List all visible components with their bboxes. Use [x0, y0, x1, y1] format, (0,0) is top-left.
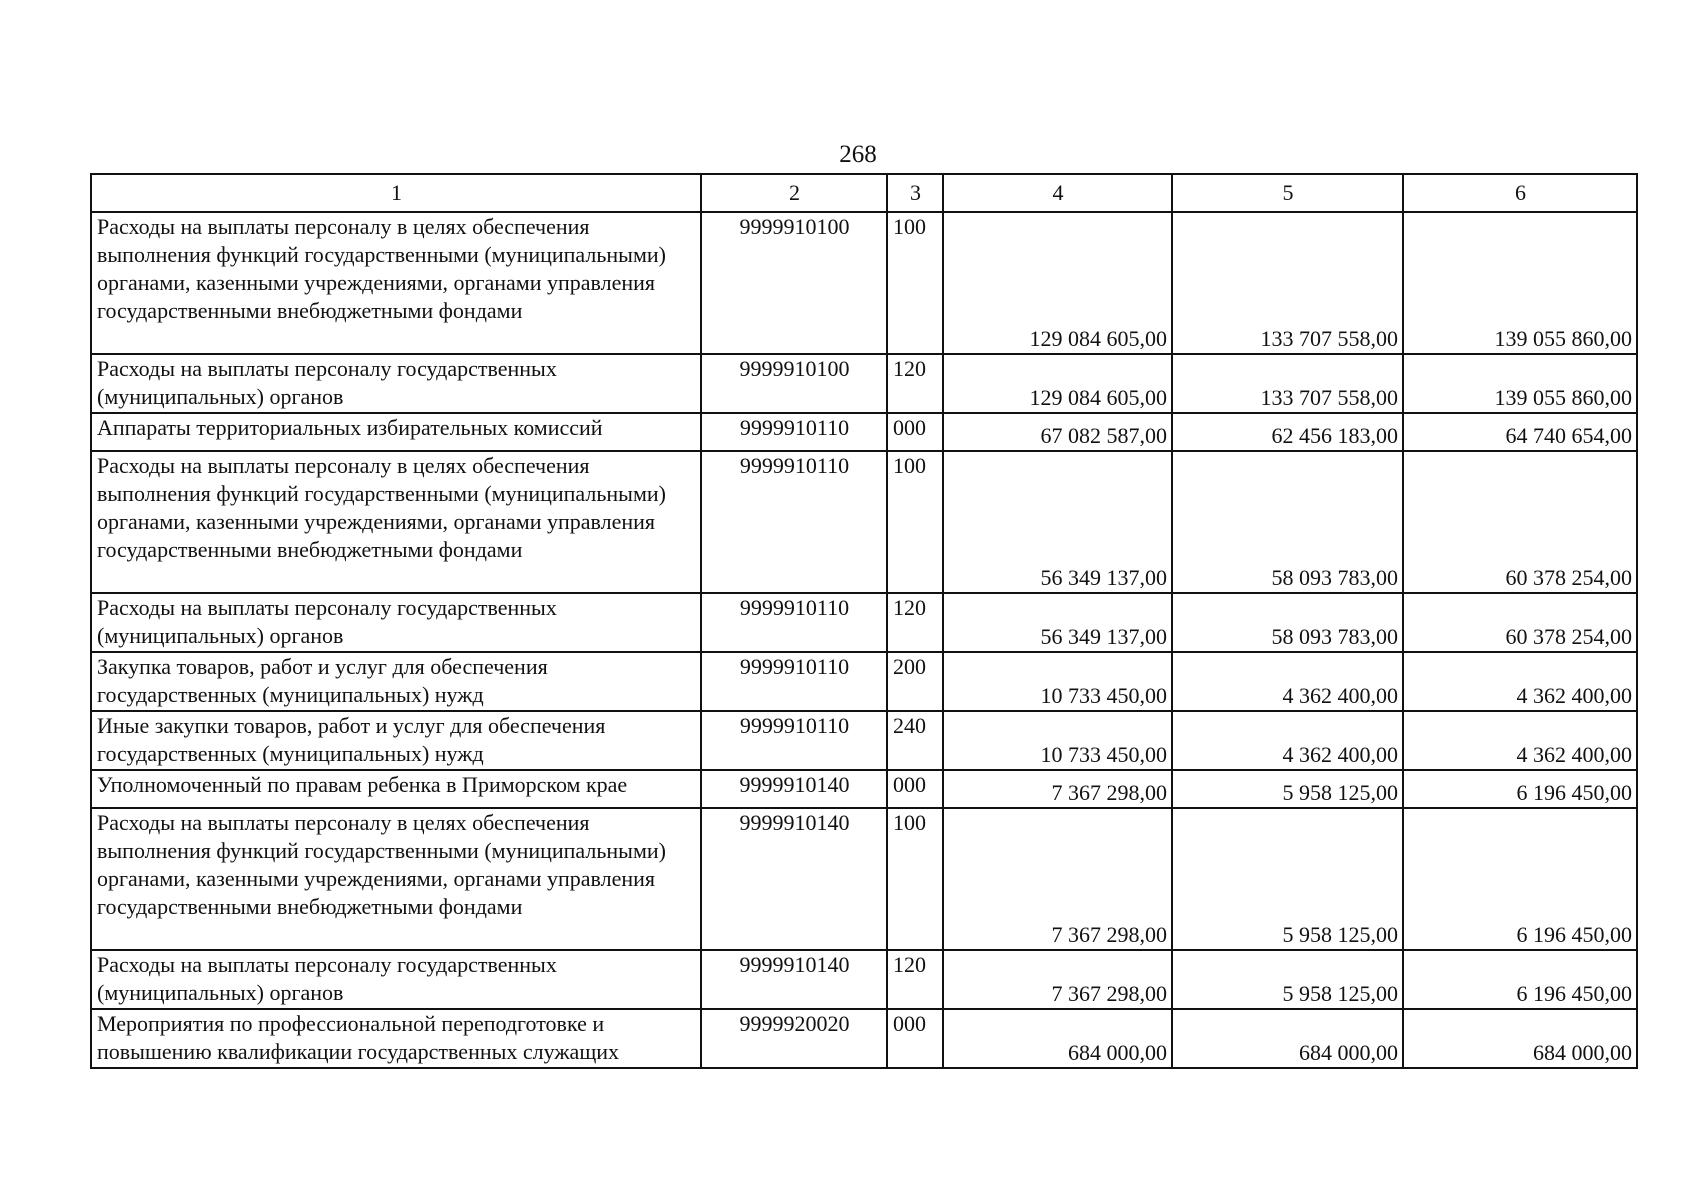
- expense-name: Закупка товаров, работ и услуг для обеспечения государственных (муниципальных) нужд: [91, 652, 701, 711]
- column-header-2: 2: [701, 174, 887, 212]
- expense-name: Расходы на выплаты персоналу государственных (муниципальных) органов: [91, 593, 701, 652]
- amount-col-5: 684 000,00: [1172, 1009, 1403, 1068]
- target-article-code: 9999910140: [701, 950, 887, 1009]
- target-article-code: 9999910110: [701, 593, 887, 652]
- column-header-6: 6: [1403, 174, 1637, 212]
- table-row: [91, 770, 1637, 808]
- amount-col-6: 60 378 254,00: [1403, 451, 1637, 593]
- amount-col-6: 139 055 860,00: [1403, 212, 1637, 354]
- target-article-code: 9999910110: [701, 413, 887, 451]
- column-header-5: 5: [1172, 174, 1403, 212]
- amount-col-5: 4 362 400,00: [1172, 652, 1403, 711]
- amount-col-6: 6 196 450,00: [1403, 808, 1637, 950]
- expense-type-code: 100: [887, 808, 943, 950]
- amount-col-4: 684 000,00: [943, 1009, 1172, 1068]
- expense-type-code: 000: [887, 413, 943, 451]
- expense-name: Расходы на выплаты персоналу в целях обеспечения выполнения функций государственными (муниципальными) органами, казенными учреждениями, органами управления государственными внебюджетными фондами: [91, 808, 701, 950]
- table-row: [91, 212, 1637, 354]
- target-article-code: 9999910100: [701, 354, 887, 413]
- budget-table: [90, 173, 1638, 1069]
- amount-col-4: 10 733 450,00: [943, 652, 1172, 711]
- column-header-3: 3: [887, 174, 943, 212]
- amount-col-4: 56 349 137,00: [943, 451, 1172, 593]
- amount-col-4: 7 367 298,00: [943, 770, 1172, 808]
- expense-type-code: 100: [887, 451, 943, 593]
- column-header-1: 1: [91, 174, 701, 212]
- amount-col-6: 6 196 450,00: [1403, 950, 1637, 1009]
- amount-col-5: 133 707 558,00: [1172, 212, 1403, 354]
- amount-col-5: 62 456 183,00: [1172, 413, 1403, 451]
- expense-name: Иные закупки товаров, работ и услуг для обеспечения государственных (муниципальных) нужд: [91, 711, 701, 770]
- amount-col-4: 7 367 298,00: [943, 950, 1172, 1009]
- table-row: [91, 950, 1637, 1009]
- table-row: [91, 652, 1637, 711]
- expense-name: Уполномоченный по правам ребенка в Приморском крае: [91, 770, 701, 808]
- expense-type-code: 240: [887, 711, 943, 770]
- amount-col-5: 5 958 125,00: [1172, 808, 1403, 950]
- expense-type-code: 120: [887, 354, 943, 413]
- page-number: 268: [839, 141, 877, 168]
- expense-type-code: 120: [887, 950, 943, 1009]
- table-row: [91, 711, 1637, 770]
- target-article-code: 9999910140: [701, 808, 887, 950]
- amount-col-4: 56 349 137,00: [943, 593, 1172, 652]
- expense-type-code: 100: [887, 212, 943, 354]
- table-row: [91, 413, 1637, 451]
- table-row: [91, 593, 1637, 652]
- amount-col-4: 129 084 605,00: [943, 212, 1172, 354]
- expense-name: Аппараты территориальных избирательных комиссий: [91, 413, 701, 451]
- amount-col-5: 58 093 783,00: [1172, 593, 1403, 652]
- amount-col-4: 10 733 450,00: [943, 711, 1172, 770]
- target-article-code: 9999910100: [701, 212, 887, 354]
- table-row: [91, 808, 1637, 950]
- amount-col-6: 684 000,00: [1403, 1009, 1637, 1068]
- amount-col-4: 129 084 605,00: [943, 354, 1172, 413]
- table-row: [91, 451, 1637, 593]
- amount-col-6: 139 055 860,00: [1403, 354, 1637, 413]
- amount-col-4: 7 367 298,00: [943, 808, 1172, 950]
- expense-type-code: 200: [887, 652, 943, 711]
- target-article-code: 9999910140: [701, 770, 887, 808]
- target-article-code: 9999920020: [701, 1009, 887, 1068]
- target-article-code: 9999910110: [701, 711, 887, 770]
- amount-col-6: 6 196 450,00: [1403, 770, 1637, 808]
- amount-col-5: 133 707 558,00: [1172, 354, 1403, 413]
- amount-col-5: 5 958 125,00: [1172, 770, 1403, 808]
- expense-name: Расходы на выплаты персоналу государственных (муниципальных) органов: [91, 354, 701, 413]
- column-header-4: 4: [943, 174, 1172, 212]
- amount-col-6: 4 362 400,00: [1403, 652, 1637, 711]
- amount-col-5: 58 093 783,00: [1172, 451, 1403, 593]
- table-row: [91, 1009, 1637, 1068]
- amount-col-5: 5 958 125,00: [1172, 950, 1403, 1009]
- amount-col-4: 67 082 587,00: [943, 413, 1172, 451]
- table-row: [91, 354, 1637, 413]
- target-article-code: 9999910110: [701, 652, 887, 711]
- amount-col-6: 60 378 254,00: [1403, 593, 1637, 652]
- amount-col-5: 4 362 400,00: [1172, 711, 1403, 770]
- column-number-row: [91, 174, 1637, 212]
- expense-name: Мероприятия по профессиональной переподготовке и повышению квалификации государственных служащих: [91, 1009, 701, 1068]
- expense-type-code: 000: [887, 1009, 943, 1068]
- amount-col-6: 64 740 654,00: [1403, 413, 1637, 451]
- target-article-code: 9999910110: [701, 451, 887, 593]
- expense-name: Расходы на выплаты персоналу в целях обеспечения выполнения функций государственными (муниципальными) органами, казенными учреждениями, органами управления государственными внебюджетными фондами: [91, 212, 701, 354]
- expense-name: Расходы на выплаты персоналу в целях обеспечения выполнения функций государственными (муниципальными) органами, казенными учреждениями, органами управления государственными внебюджетными фондами: [91, 451, 701, 593]
- expense-name: Расходы на выплаты персоналу государственных (муниципальных) органов: [91, 950, 701, 1009]
- expense-type-code: 120: [887, 593, 943, 652]
- amount-col-6: 4 362 400,00: [1403, 711, 1637, 770]
- expense-type-code: 000: [887, 770, 943, 808]
